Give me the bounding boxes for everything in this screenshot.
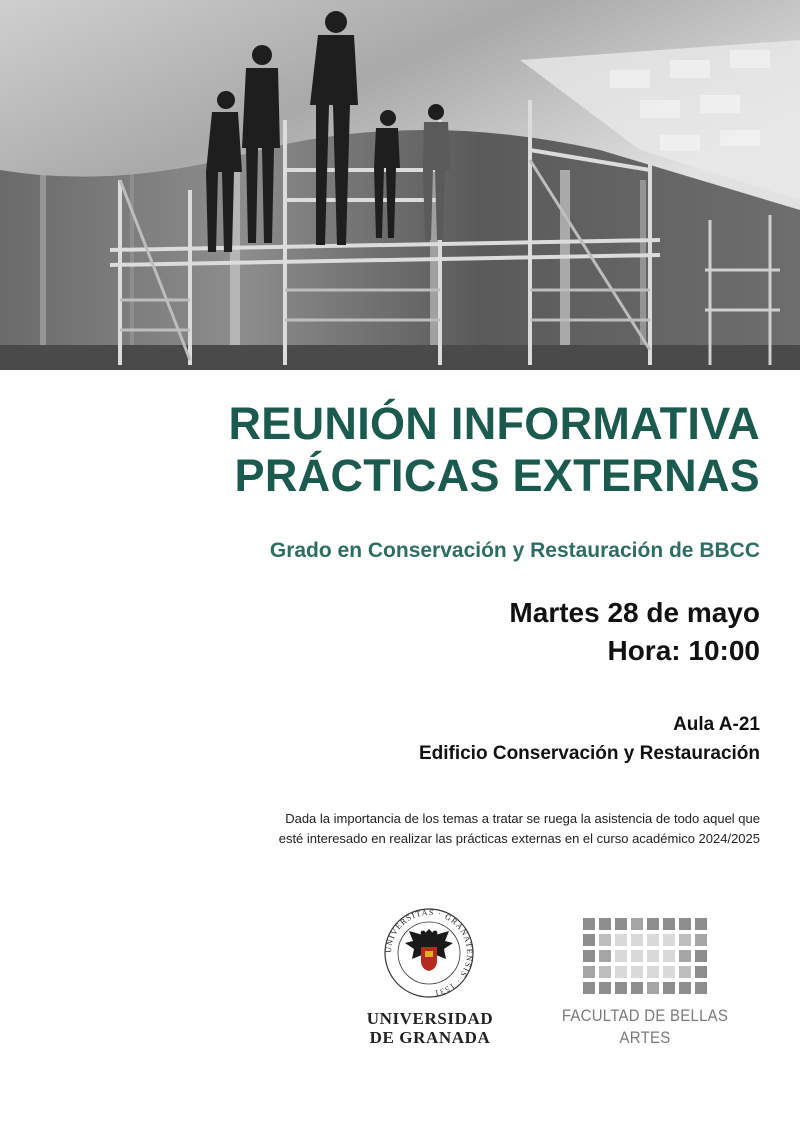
- note-line-2: esté interesado en realizar las prácticas externas en el curso académico 2024/2025: [278, 831, 760, 846]
- ugr-name: [355, 1009, 505, 1047]
- header-photo: [0, 0, 800, 370]
- event-subtitle: Grado en Conservación y Restauración de BBCC: [269, 539, 760, 562]
- event-date: Martes 28 de mayo: [509, 597, 760, 628]
- fba-grid-logo-icon: [582, 917, 708, 995]
- event-title: [228, 398, 760, 502]
- title-line-1: REUNIÓN INFORMATIVA: [228, 398, 760, 449]
- event-note: [279, 809, 760, 849]
- event-building: Edificio Conservación y Restauración: [418, 743, 760, 764]
- event-datetime: [509, 594, 760, 670]
- event-time: Hora: 10:00: [607, 635, 760, 666]
- title-line-2: PRÁCTICAS EXTERNAS: [234, 450, 760, 501]
- event-room: Aula A-21: [673, 714, 760, 735]
- ugr-name-line-2: DE GRANADA: [369, 1028, 491, 1047]
- ugr-name-line-1: UNIVERSIDAD: [366, 1009, 494, 1028]
- svg-text:UNIVERSITAS · GRANATENSIS · 15: UNIVERSITAS · GRANATENSIS · 1531: [383, 907, 475, 998]
- ugr-seal-icon: [383, 907, 475, 999]
- event-location: [419, 710, 760, 768]
- note-line-1: Dada la importancia de los temas a tratar se ruega la asistencia de todo aquel que: [285, 811, 760, 826]
- fba-name: FACULTAD DE BELLAS ARTES: [561, 1006, 729, 1047]
